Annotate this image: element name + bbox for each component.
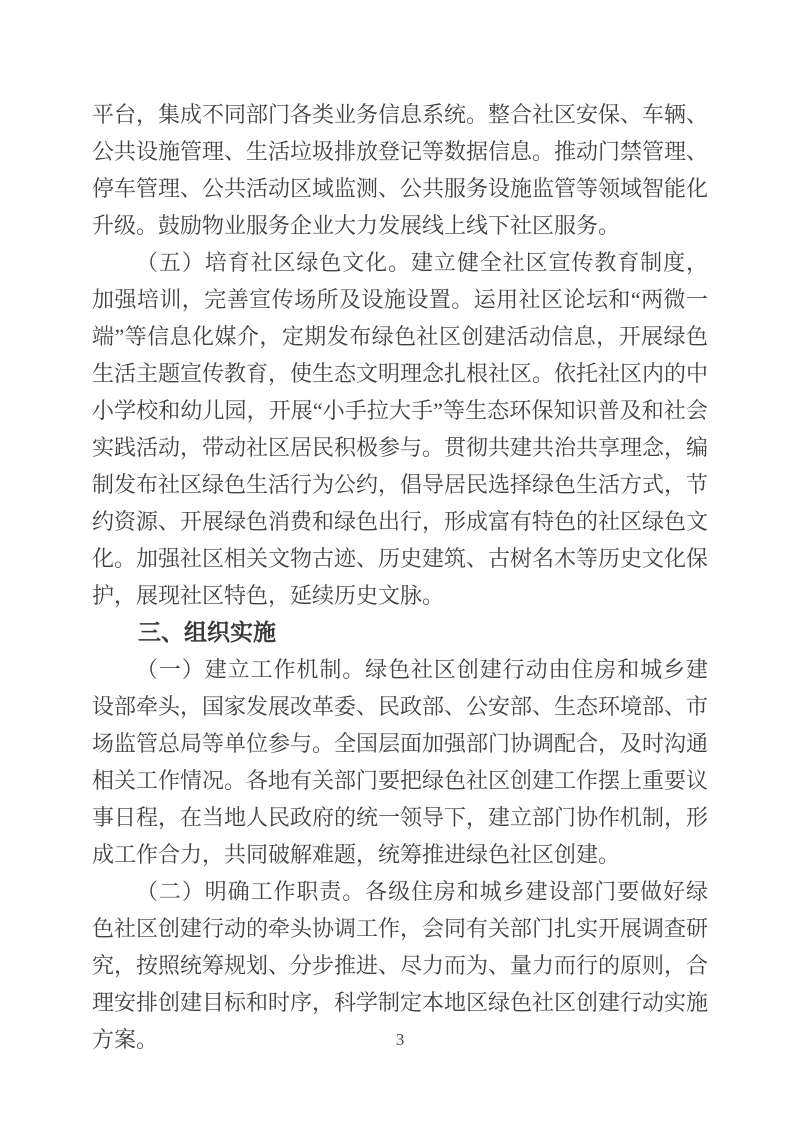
paragraph-text: 建立健全社区宣传教育制度，加强培训，完善宣传场所及设施设置。运用社区论坛和“两微一端”等信息化媒介，定期发布绿色社区创建活动信息，开展绿色生活主题宣传教育，使生态文明理念扎根社区。依托社区内的中小学校和幼儿园，开展“小手拉大手”等生态环保知识普及和社会实践活动，带动社区居民积极参与。贯彻共建共治共享理念，编制发布社区绿色生活行为公约，倡导居民选择绿色生活方式，节约资源、开展绿色消费和绿色出行，形成富有特色的社区绿色文化。加强社区相关文物古迹、历史建筑、古树名木等历史文化保护，展现社区特色，延续历史文脉。 xyxy=(92,250,709,608)
section-heading-organization-implementation: 三、组织实施 xyxy=(138,619,276,645)
paragraph-lead: （二）明确工作职责。 xyxy=(136,879,366,904)
page-number: 3 xyxy=(395,1030,405,1049)
paragraph-item-1-work-mechanism xyxy=(92,651,708,873)
paragraph-text: 绿色社区创建行动由住房和城乡建设部牵头，国家发展改革委、民政部、公安部、生态环境部、市场监管总局等单位参与。全国层面加强部门协调配合，及时沟通相关工作情况。各地有关部门要把绿色社区创建工作摆上重要议事日程，在当地人民政府的统一领导下，建立部门协作机制，形成工作合力，共同破解难题，统筹推进绿色社区创建。 xyxy=(92,657,709,867)
document-body xyxy=(92,96,708,1058)
paragraph-text: 平台，集成不同部门各类业务信息系统。整合社区安保、车辆、公共设施管理、生活垃圾排放登记等数据信息。推动门禁管理、停车管理、公共活动区域监测、公共服务设施监管等领域智能化升级。鼓励物业服务企业大力发展线上线下社区服务。 xyxy=(92,102,709,238)
paragraph-continuation xyxy=(92,96,708,244)
paragraph-text: 各级住房和城乡建设部门要做好绿色社区创建行动的牵头协调工作，会同有关部门扎实开展调查研究，按照统筹规划、分步推进、尽力而为、量力而行的原则，合理安排创建目标和时序，科学制定本地区绿色社区创建行动实施方案。 xyxy=(92,879,709,1052)
paragraph-item-5-green-culture xyxy=(92,244,708,614)
paragraph-lead: （五）培育社区绿色文化。 xyxy=(136,250,411,275)
paragraph-lead: （一）建立工作机制。 xyxy=(136,657,366,682)
